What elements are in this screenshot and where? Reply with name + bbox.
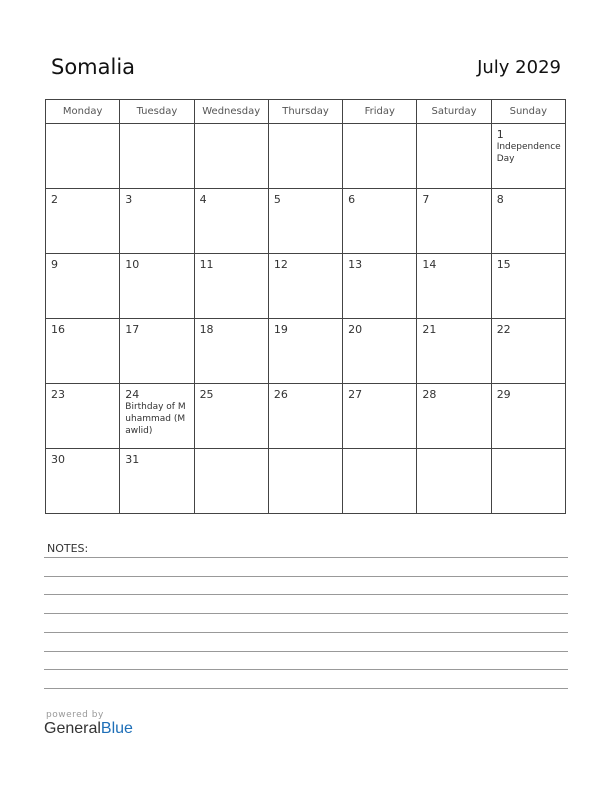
weekday-header: Thursday <box>268 100 342 124</box>
day-number <box>195 449 268 453</box>
day-cell <box>417 384 491 449</box>
day-cell <box>268 319 342 384</box>
day-cell <box>120 124 194 189</box>
day-cell <box>343 319 417 384</box>
day-number: 30 <box>51 453 65 466</box>
day-cell <box>417 319 491 384</box>
day-cell <box>417 124 491 189</box>
day-number <box>120 124 193 128</box>
day-number: 11 <box>199 258 214 271</box>
day-number: 16 <box>51 323 65 336</box>
day-cell <box>343 189 417 254</box>
day-cell <box>120 319 194 384</box>
brand-blue-text: Blue <box>100 720 133 737</box>
day-number: 3 <box>125 193 133 206</box>
day-cell <box>46 449 120 514</box>
day-number <box>195 124 268 128</box>
day-cell <box>343 124 417 189</box>
day-cell <box>491 124 565 189</box>
day-cell <box>268 384 342 449</box>
day-number <box>46 124 119 128</box>
day-cell <box>268 254 342 319</box>
day-number <box>417 124 490 128</box>
generalblue-logo[interactable] <box>44 720 133 738</box>
week-row <box>46 319 566 384</box>
day-number: 31 <box>125 453 140 466</box>
day-cell <box>194 319 268 384</box>
week-row <box>46 449 566 514</box>
day-cell <box>491 254 565 319</box>
day-number <box>269 449 342 453</box>
notes-label: NOTES: <box>47 542 89 555</box>
day-cell <box>46 254 120 319</box>
country-title: Somalia <box>51 55 136 79</box>
powered-by-text: powered by <box>46 710 104 720</box>
day-cell <box>46 384 120 449</box>
month-title: July 2029 <box>477 57 561 78</box>
day-number: 19 <box>273 323 288 336</box>
day-number: 17 <box>125 323 140 336</box>
holiday-label: Independence Day <box>496 142 561 164</box>
day-cell <box>343 254 417 319</box>
weekday-header: Wednesday <box>194 100 268 124</box>
day-number: 12 <box>273 258 288 271</box>
calendar-grid <box>45 99 566 514</box>
note-line <box>44 613 568 614</box>
day-cell <box>491 189 565 254</box>
day-cell <box>120 189 194 254</box>
day-cell <box>120 449 194 514</box>
day-number: 7 <box>422 193 430 206</box>
day-number: 2 <box>51 193 58 206</box>
brand-general-text: General <box>44 720 101 737</box>
weekday-header-row <box>46 100 566 124</box>
day-cell <box>268 124 342 189</box>
day-cell <box>194 384 268 449</box>
day-cell <box>343 449 417 514</box>
day-cell <box>491 319 565 384</box>
note-line <box>44 557 568 558</box>
day-number: 28 <box>422 388 437 401</box>
day-cell <box>46 319 120 384</box>
day-number <box>492 449 565 453</box>
day-number: 6 <box>348 193 356 206</box>
note-line <box>44 669 568 670</box>
day-number: 23 <box>51 388 65 401</box>
day-number: 15 <box>496 258 511 271</box>
weekday-header: Saturday <box>417 100 491 124</box>
day-number: 25 <box>199 388 214 401</box>
day-cell <box>194 189 268 254</box>
week-row <box>46 384 566 449</box>
day-number: 24 <box>125 388 140 401</box>
note-line <box>44 576 568 577</box>
day-cell <box>120 384 194 449</box>
note-line <box>44 651 568 652</box>
day-cell <box>491 449 565 514</box>
day-number: 1 <box>496 128 504 141</box>
day-number: 9 <box>51 258 58 271</box>
weekday-header: Sunday <box>491 100 565 124</box>
day-number <box>269 124 342 128</box>
day-cell <box>417 254 491 319</box>
week-row <box>46 189 566 254</box>
day-number: 5 <box>273 193 281 206</box>
week-row <box>46 124 566 189</box>
day-number: 22 <box>496 323 511 336</box>
day-cell <box>417 189 491 254</box>
day-cell <box>417 449 491 514</box>
note-line <box>44 594 568 595</box>
day-cell <box>194 124 268 189</box>
day-cell <box>343 384 417 449</box>
day-cell <box>491 384 565 449</box>
day-number: 29 <box>496 388 511 401</box>
day-number: 13 <box>348 258 363 271</box>
day-number: 10 <box>125 258 140 271</box>
day-number <box>343 124 416 128</box>
week-row <box>46 254 566 319</box>
day-cell <box>194 254 268 319</box>
note-line <box>44 632 568 633</box>
day-cell <box>194 449 268 514</box>
day-number: 8 <box>496 193 504 206</box>
holiday-label: Birthday of Muhammad (Mawlid) <box>125 402 186 436</box>
day-number <box>417 449 490 453</box>
weekday-header: Friday <box>343 100 417 124</box>
day-cell <box>268 449 342 514</box>
day-number: 18 <box>199 323 214 336</box>
day-number: 26 <box>273 388 288 401</box>
day-number: 14 <box>422 258 437 271</box>
weekday-header: Tuesday <box>120 100 194 124</box>
day-number <box>343 449 416 453</box>
day-cell <box>46 124 120 189</box>
note-line <box>44 688 568 689</box>
day-number: 27 <box>348 388 363 401</box>
day-cell <box>120 254 194 319</box>
day-cell <box>268 189 342 254</box>
weekday-header: Monday <box>46 100 120 124</box>
day-number: 20 <box>348 323 363 336</box>
day-cell <box>46 189 120 254</box>
day-number: 21 <box>422 323 437 336</box>
day-number: 4 <box>199 193 207 206</box>
